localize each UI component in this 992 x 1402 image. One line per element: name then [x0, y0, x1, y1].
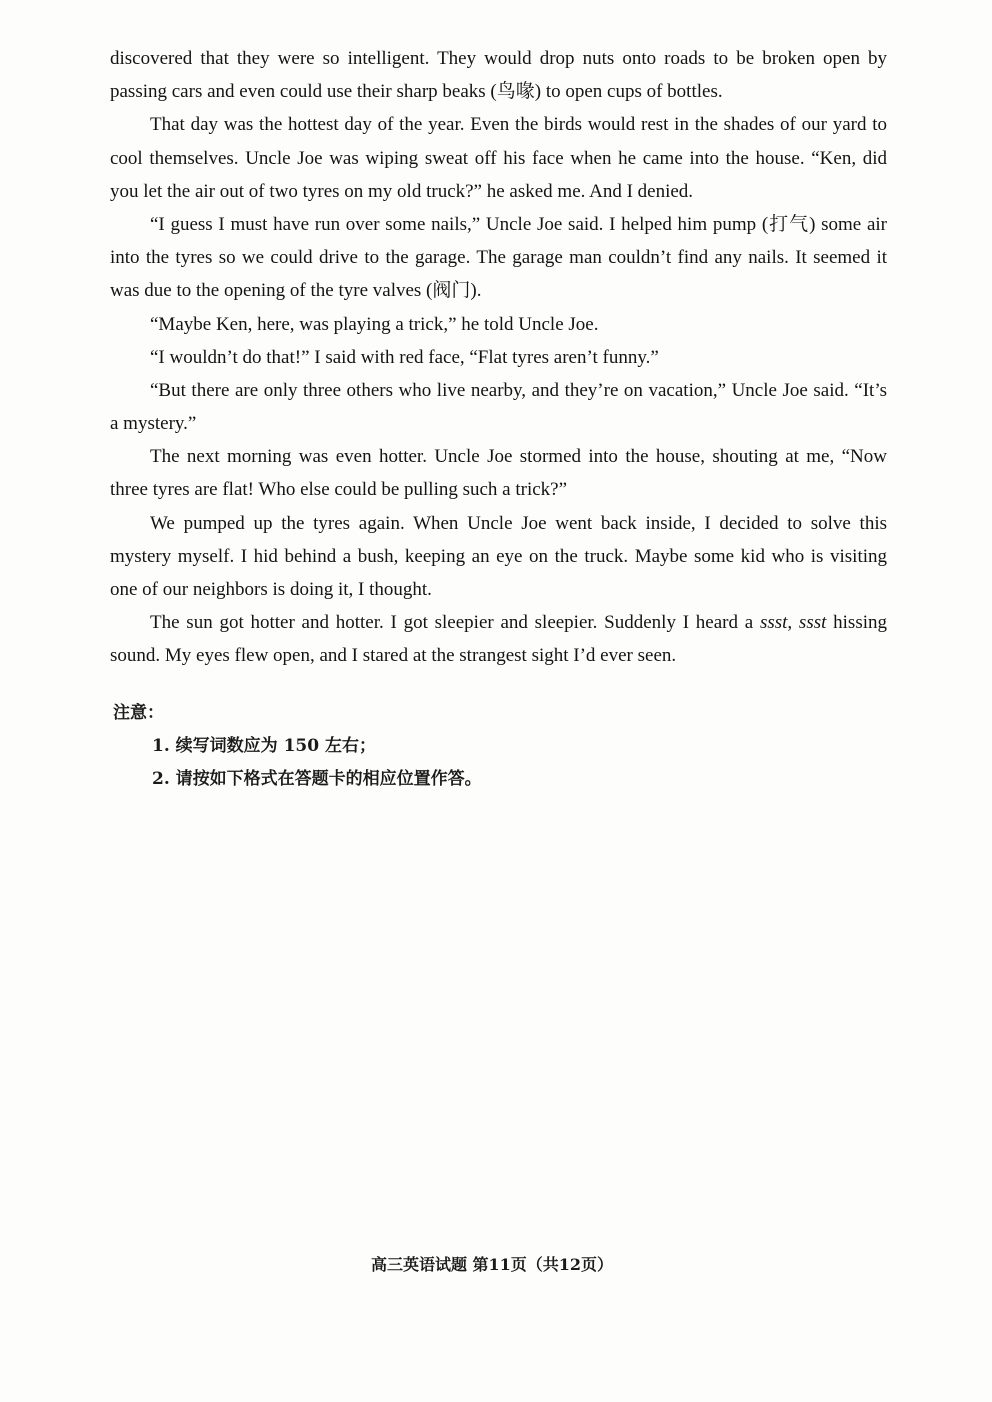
sound-word: ssst [798, 612, 827, 634]
text-line: “I guess I must have run over some nails,” Uncle Joe said. I helped him pump (打气) some air [150, 213, 887, 235]
text-line: you let the air out of two tyres on my old truck?” he asked me. And I denied. [110, 180, 694, 202]
text-line: The next morning was even hotter. Uncle Joe stormed into the house, shouting at me, “Now [150, 446, 887, 468]
text-line: cool themselves. Uncle Joe was wiping sweat off his face when he came into the house. “Ken, did [110, 147, 887, 169]
text-segment: , [787, 612, 799, 634]
paragraph [110, 42, 887, 108]
paragraph [110, 108, 887, 208]
notes-section [113, 697, 873, 796]
paragraph [110, 374, 887, 440]
paragraph [110, 308, 887, 341]
paragraph [110, 440, 887, 506]
text-segment: hissing [826, 612, 887, 634]
notes-heading: 注意： [113, 703, 164, 723]
text-line: sound. My eyes flew open, and I stared at the strangest sight I’d ever seen. [110, 645, 677, 667]
paragraph [110, 507, 887, 607]
text-line: a mystery.” [110, 413, 197, 435]
page-number-label: 高三英语试题 第11页（共12页） [370, 1255, 614, 1274]
page-footer [0, 1252, 984, 1278]
text-line: “But there are only three others who live nearby, and they’re on vacation,” Uncle Joe said. “It’s [150, 379, 887, 401]
text-line: mystery myself. I hid behind a bush, keeping an eye on the truck. Maybe some kid who is visiting [110, 545, 887, 567]
note-item: 1. 续写词数应为 150 左右； [152, 736, 376, 756]
text-line: into the tyres so we could drive to the garage. The garage man couldn’t find any nails. It seemed it [110, 247, 887, 269]
text-line: passing cars and even could use their sharp beaks (鸟喙) to open cups of bottles. [110, 81, 723, 103]
text-line: discovered that they were so intelligent. They would drop nuts onto roads to be broken open by [110, 48, 887, 69]
text-line: That day was the hottest day of the year. Even the birds would rest in the shades of our yard to [150, 114, 887, 136]
story-text [110, 42, 887, 673]
text-segment: The sun got hotter and hotter. I got sleepier and sleepier. Suddenly I heard a [150, 612, 760, 634]
note-item: 2. 请按如下格式在答题卡的相应位置作答。 [152, 769, 482, 789]
paragraph [110, 208, 887, 308]
paragraph [110, 341, 887, 374]
text-line: one of our neighbors is doing it, I thought. [110, 579, 432, 600]
text-line: was due to the opening of the tyre valves (阀门). [110, 280, 482, 302]
text-line: three tyres are flat! Who else could be pulling such a trick?” [110, 479, 568, 501]
paragraph [110, 606, 887, 672]
text-line: “I wouldn’t do that!” I said with red face, “Flat tyres aren’t funny.” [150, 346, 659, 368]
text-line [110, 606, 887, 639]
text-line: We pumped up the tyres again. When Uncle Joe went back inside, I decided to solve this [150, 512, 887, 534]
sound-word: ssst [759, 612, 788, 634]
text-line: “Maybe Ken, here, was playing a trick,” he told Uncle Joe. [150, 313, 599, 335]
